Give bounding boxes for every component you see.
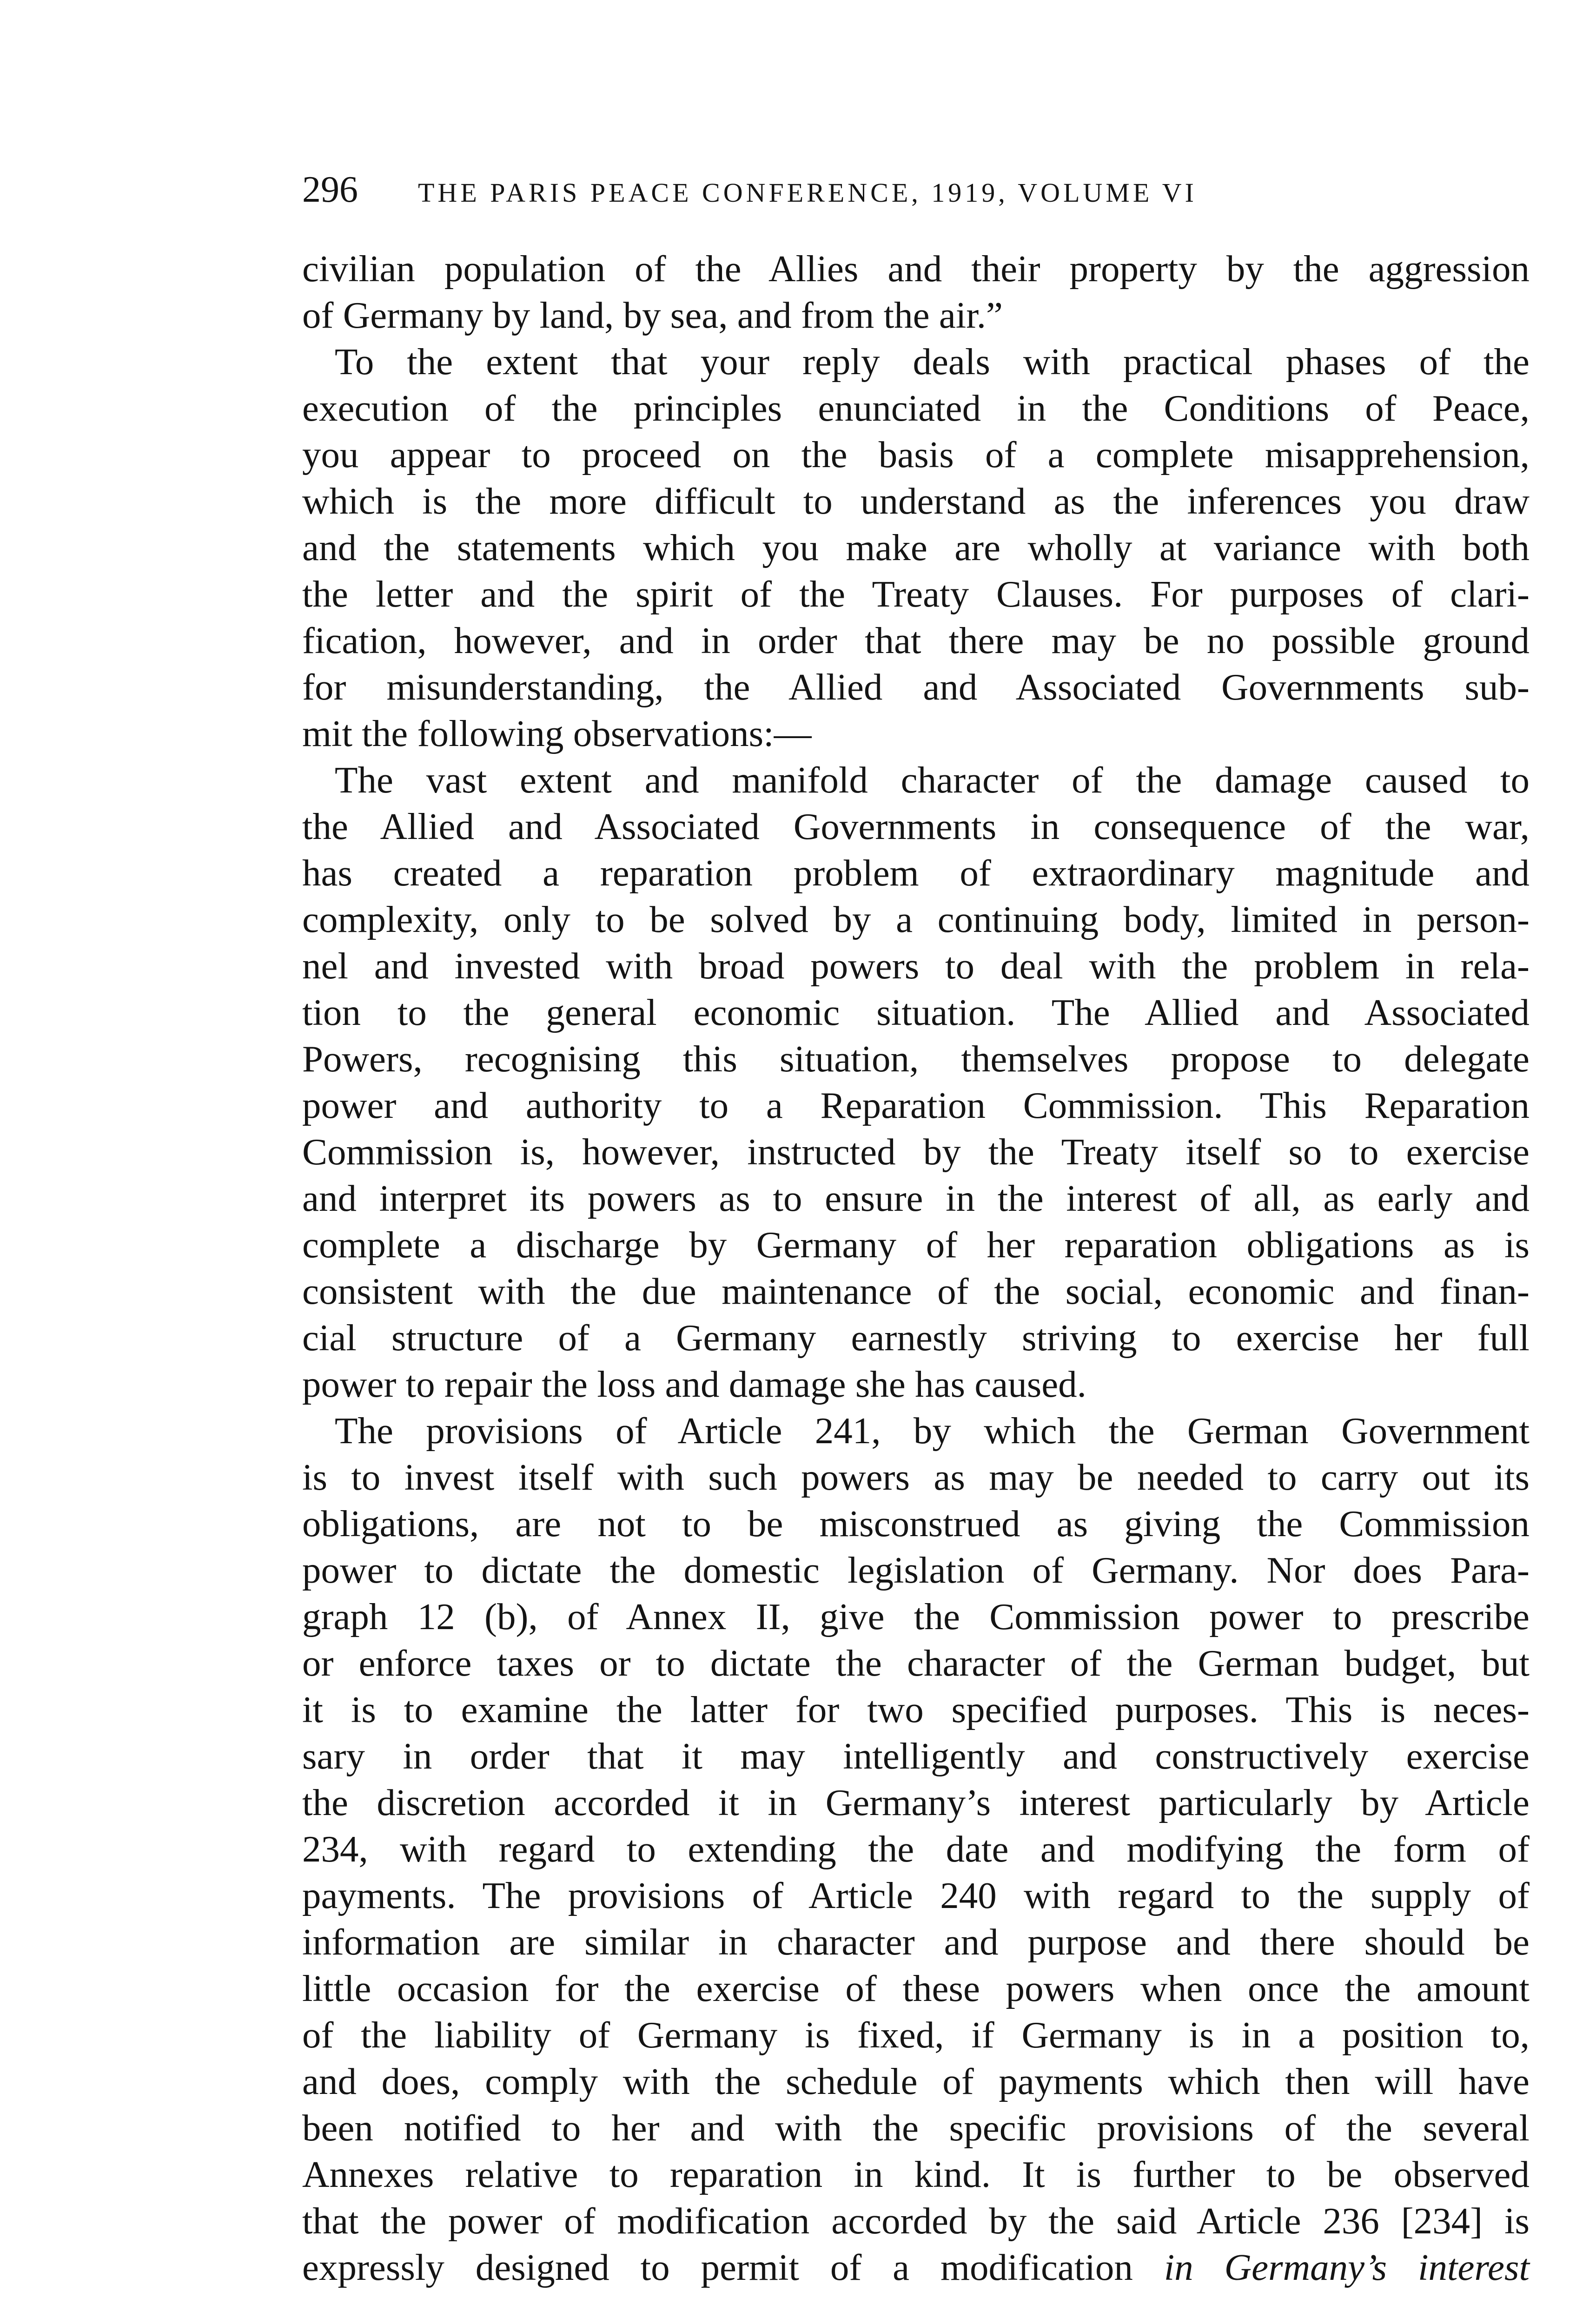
text-line: complete a discharge by Germany of her reparation obligations as is	[302, 1224, 1530, 1266]
text-line: and does, comply with the schedule of payments which then will have	[302, 2060, 1530, 2102]
paragraph-first-line: To the extent that your reply deals with practical phases of the	[335, 341, 1530, 383]
text-line: Powers, recognising this situation, themselves propose to delegate	[302, 1038, 1530, 1080]
text-line: 234, with regard to extending the date and modifying the form of	[302, 1828, 1530, 1870]
text-line: you appear to proceed on the basis of a complete misapprehension,	[302, 434, 1530, 475]
text-line: obligations, are not to be misconstrued as giving the Commission	[302, 1503, 1530, 1545]
text-line: Commission is, however, instructed by the Treaty itself so to exercise	[302, 1131, 1530, 1173]
text-line: been notified to her and with the specific provisions of the several	[302, 2107, 1530, 2149]
text-line: of Germany by land, by sea, and from the air.”	[302, 294, 1003, 336]
text-line: of the liability of Germany is fixed, if Germany is in a position to,	[302, 2014, 1530, 2056]
text-line: which is the more difficult to understand as the inferences you draw	[302, 480, 1530, 522]
text-line: for misunderstanding, the Allied and Associated Governments sub-	[302, 666, 1530, 708]
text-line: and interpret its powers as to ensure in the interest of all, as early and	[302, 1177, 1530, 1219]
text-line: nel and invested with broad powers to deal with the problem in rela-	[302, 945, 1530, 987]
text-line: payments. The provisions of Article 240 with regard to the supply of	[302, 1875, 1530, 1916]
paragraph-first-line: The provisions of Article 241, by which the German Government	[335, 1410, 1530, 1452]
text-line: it is to examine the latter for two specified purposes. This is neces-	[302, 1689, 1530, 1730]
text-line: is to invest itself with such powers as may be needed to carry out its	[302, 1456, 1530, 1498]
text-line: graph 12 (b), of Annex II, give the Commission power to prescribe	[302, 1596, 1530, 1637]
body-text	[302, 245, 1530, 2291]
text-line: information are similar in character and purpose and there should be	[302, 1921, 1530, 1963]
final-text-line	[302, 2244, 1530, 2291]
page-number: 296	[302, 169, 358, 210]
text-line: the discretion accorded it in Germany’s interest particularly by Article	[302, 1782, 1530, 1823]
text-line: sary in order that it may intelligently and constructively exercise	[302, 1735, 1530, 1777]
final-line-italic-text: in Germany’s interest	[1164, 2246, 1530, 2288]
text-line: power to repair the loss and damage she has caused.	[302, 1363, 1086, 1405]
text-line: cial structure of a Germany earnestly striving to exercise her full	[302, 1317, 1530, 1359]
text-line: complexity, only to be solved by a continuing body, limited in person-	[302, 898, 1530, 940]
text-line: the Allied and Associated Governments in consequence of the war,	[302, 805, 1530, 847]
text-line: mit the following observations:—	[302, 713, 812, 754]
paragraph-first-line: The vast extent and manifold character of the damage caused to	[335, 759, 1530, 801]
text-line: tion to the general economic situation. The Allied and Associated	[302, 991, 1530, 1033]
text-line: the letter and the spirit of the Treaty Clauses. For purposes of clari-	[302, 573, 1530, 615]
text-line: has created a reparation problem of extraordinary magnitude and	[302, 852, 1530, 894]
text-line: little occasion for the exercise of these powers when once the amount	[302, 1967, 1530, 2009]
text-line: consistent with the due maintenance of the social, economic and finan-	[302, 1270, 1530, 1312]
text-line: and the statements which you make are wholly at variance with both	[302, 527, 1530, 568]
text-line: power to dictate the domestic legislation of Germany. Nor does Para-	[302, 1549, 1530, 1591]
page-header	[302, 162, 1530, 218]
text-line: power and authority to a Reparation Commission. This Reparation	[302, 1084, 1530, 1126]
text-line: that the power of modification accorded by the said Article 236 [234] is	[302, 2200, 1530, 2242]
text-line: or enforce taxes or to dictate the character of the German budget, but	[302, 1642, 1530, 1684]
text-line: fication, however, and in order that there may be no possible ground	[302, 620, 1530, 661]
final-line-roman-text: expressly designed to permit of a modification	[302, 2246, 1164, 2288]
running-title: THE PARIS PEACE CONFERENCE, 1919, VOLUME VI	[418, 178, 1197, 208]
text-line: Annexes relative to reparation in kind. It is further to be observed	[302, 2153, 1530, 2195]
text-line: execution of the principles enunciated in the Conditions of Peace,	[302, 387, 1530, 429]
text-line: civilian population of the Allies and their property by the aggression	[302, 248, 1530, 290]
